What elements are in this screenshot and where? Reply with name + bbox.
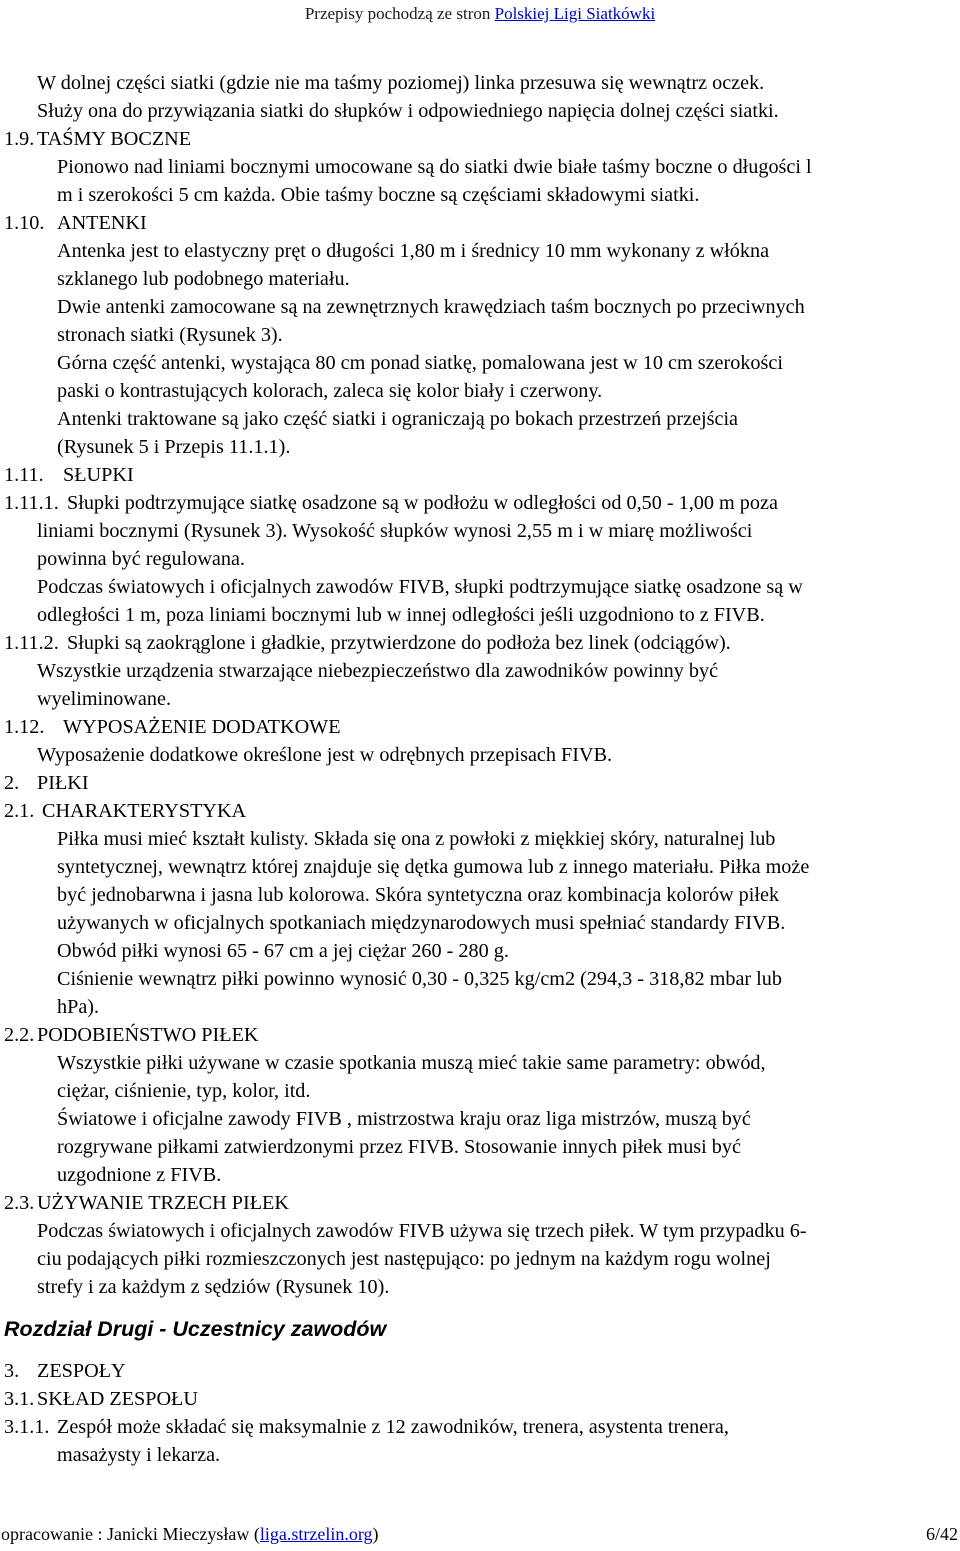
paragraph-line: (Rysunek 5 i Przepis 11.1.1). [57, 436, 291, 458]
paragraph-line: Podczas światowych i oficjalnych zawodów FIVB, słupki podtrzymujące siatkę osadzone są w [37, 576, 803, 598]
paragraph-line: ciu podających piłki rozmieszczonych jest następująco: po jednym na każdym rogu wolnej [37, 1248, 771, 1270]
paragraph-line: paski o kontrastujących kolorach, zaleca się kolor biały i czerwony. [57, 380, 603, 402]
paragraph-line: Obwód piłki wynosi 65 - 67 cm a jej ciężar 260 - 280 g. [57, 940, 509, 962]
section-heading: UŻYWANIE TRZECH PIŁEK [37, 1192, 289, 1214]
paragraph-line: Dwie antenki zamocowane są na zewnętrznych krawędziach taśm bocznych po przeciwnych [57, 296, 805, 318]
paragraph-line: używanych w oficjalnych spotkaniach międzynarodowych musi spełniać standardy FIVB. [57, 912, 786, 934]
section-number: 1.11. [4, 464, 44, 486]
section-number: 2. [4, 772, 20, 794]
paragraph-line: masażysty i lekarza. [57, 1444, 221, 1466]
paragraph-line: Podczas światowych i oficjalnych zawodów FIVB używa się trzech piłek. W tym przypadku 6- [37, 1220, 807, 1242]
paragraph-line: hPa). [57, 996, 100, 1018]
paragraph-line: szklanego lub podobnego materiału. [57, 268, 350, 290]
section-number: 2.1. [4, 800, 35, 822]
paragraph-line: Słupki są zaokrąglone i gładkie, przytwierdzone do podłoża bez linek (odciągów). [67, 632, 731, 654]
section-heading: PODOBIEŃSTWO PIŁEK [37, 1024, 259, 1046]
footer-link[interactable]: liga.strzelin.org [259, 1524, 373, 1544]
section-number: 1.11.2. [4, 632, 59, 654]
paragraph-line: Wyposażenie dodatkowe określone jest w odrębnych przepisach FIVB. [37, 744, 613, 766]
section-heading: TAŚMY BOCZNE [37, 128, 192, 150]
paragraph-line: ciężar, ciśnienie, typ, kolor, itd. [57, 1080, 311, 1102]
paragraph-line: stronach siatki (Rysunek 3). [57, 324, 283, 346]
paragraph-line: m i szerokości 5 cm każda. Obie taśmy boczne są częściami składowymi siatki. [57, 184, 700, 206]
paragraph-line: Piłka musi mieć kształt kulisty. Składa się ona z powłoki z miękkiej skóry, naturalnej lub [57, 828, 776, 850]
footer-credit [1, 1524, 379, 1545]
paragraph-line: być jednobarwna i jasna lub kolorowa. Skóra syntetyczna oraz kombinacja kolorów piłek [57, 884, 780, 906]
paragraph-line: Słupki podtrzymujące siatkę osadzone są w podłożu w odległości od 0,50 - 1,00 m poza [67, 492, 778, 514]
paragraph-line: Antenki traktowane są jako część siatki i ograniczają po bokach przestrzeń przejścia [57, 408, 739, 430]
section-heading: SKŁAD ZESPOŁU [37, 1388, 198, 1410]
header-link[interactable]: Polskiej Ligi Siatkówki [494, 4, 656, 23]
paragraph-line: W dolnej części siatki (gdzie nie ma taśmy poziomej) linka przesuwa się wewnątrz oczek. [37, 72, 765, 94]
section-number: 3.1. [4, 1388, 35, 1410]
section-number: 1.9. [4, 128, 35, 150]
section-number: 1.11.1. [4, 492, 59, 514]
paragraph-line: Służy ona do przywiązania siatki do słupków i odpowiedniego napięcia dolnej części siatki. [37, 100, 779, 122]
page-header [0, 4, 960, 24]
section-number: 3. [4, 1360, 20, 1382]
page-footer [0, 1524, 960, 1548]
paragraph-line: Światowe i oficjalne zawody FIVB , mistrzostwa kraju oraz liga mistrzów, muszą być [57, 1108, 751, 1130]
paragraph-line: Antenka jest to elastyczny pręt o długości 1,80 m i średnicy 10 mm wykonany z włókna [57, 240, 770, 262]
section-number: 3.1.1. [4, 1416, 50, 1438]
paragraph-line: powinna być regulowana. [37, 548, 245, 570]
section-number: 1.10. [4, 212, 45, 234]
paragraph-line: Pionowo nad liniami bocznymi umocowane są do siatki dwie białe taśmy boczne o długości l [57, 156, 812, 178]
section-heading: CHARAKTERYSTYKA [42, 800, 247, 822]
section-heading: PIŁKI [37, 772, 89, 794]
paragraph-line: wyeliminowane. [37, 688, 171, 710]
paragraph-line: liniami bocznymi (Rysunek 3). Wysokość słupków wynosi 2,55 m i w miarę możliwości [37, 520, 753, 542]
paragraph-line: Górna część antenki, wystająca 80 cm ponad siatkę, pomalowana jest w 10 cm szerokości [57, 352, 783, 374]
paragraph-line: Wszystkie urządzenia stwarzające niebezpieczeństwo dla zawodników powinny być [37, 660, 719, 682]
footer-suffix: ) [372, 1524, 379, 1544]
paragraph-line: Ciśnienie wewnątrz piłki powinno wynosić 0,30 - 0,325 kg/cm2 (294,3 - 318,82 mbar lub [57, 968, 782, 990]
section-heading: ANTENKI [57, 212, 147, 234]
paragraph-line: Zespół może składać się maksymalnie z 12 zawodników, trenera, asystenta trenera, [57, 1416, 729, 1438]
footer-prefix: opracowanie : Janicki Mieczysław ( [1, 1524, 260, 1544]
chapter-title: Rozdział Drugi - Uczestnicy zawodów [4, 1317, 387, 1341]
paragraph-line: uzgodnione z FIVB. [57, 1164, 222, 1186]
paragraph-line: strefy i za każdym z sędziów (Rysunek 10). [37, 1276, 390, 1298]
section-heading: SŁUPKI [63, 464, 134, 486]
section-heading: WYPOSAŻENIE DODATKOWE [63, 716, 341, 738]
section-heading: ZESPOŁY [37, 1360, 126, 1382]
paragraph-line: syntetycznej, wewnątrz której znajduje się dętka gumowa lub z innego materiału. Piłka może [57, 856, 810, 878]
section-number: 2.2. [4, 1024, 35, 1046]
paragraph-line: rozgrywane piłkami zatwierdzonymi przez FIVB. Stosowanie innych piłek musi być [57, 1136, 741, 1158]
paragraph-line: Wszystkie piłki używane w czasie spotkania muszą mieć takie same parametry: obwód, [57, 1052, 766, 1074]
section-number: 2.3. [4, 1192, 35, 1214]
paragraph-line: odległości 1 m, poza liniami bocznymi lub w innej odległości jeśli uzgodniono to z FIVB. [37, 604, 765, 626]
section-number: 1.12. [4, 716, 45, 738]
page-number: 6/42 [925, 1524, 958, 1544]
header-text: Przepisy pochodzą ze stron [304, 4, 495, 23]
